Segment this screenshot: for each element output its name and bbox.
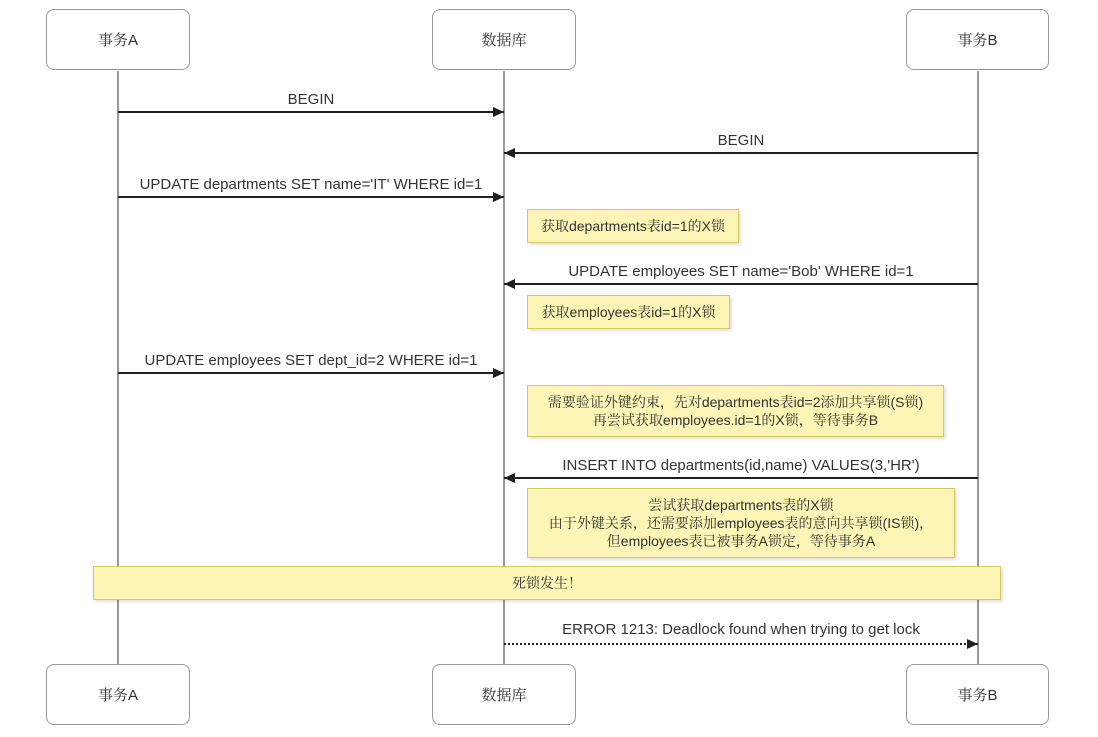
arrow-line — [504, 477, 978, 479]
message-arrow-begin-b — [504, 152, 978, 154]
message-label-error-1213: ERROR 1213: Deadlock found when trying to get lock — [562, 621, 920, 638]
message-label-update-employees-name: UPDATE employees SET name='Bob' WHERE id=1 — [568, 263, 914, 280]
message-label-update-departments: UPDATE departments SET name='IT' WHERE id=1 — [139, 176, 483, 193]
message-label-update-employees-deptid: UPDATE employees SET dept_id=2 WHERE id=1 — [144, 352, 478, 369]
arrow-line — [118, 111, 504, 113]
actor-bottom-transaction-b — [906, 664, 1049, 725]
actor-label: 数据库 — [481, 687, 527, 704]
note-is-lock-wait — [527, 488, 955, 558]
note-x-lock-employees: 获取employees表id=1的X锁 — [527, 295, 730, 329]
arrow-line — [118, 196, 504, 198]
note-line: 但employees表已被事务A锁定，等待事务A — [606, 533, 876, 549]
arrow-line — [504, 283, 978, 285]
note-line: 再尝试获取employees.id=1的X锁，等待事务B — [592, 412, 879, 428]
note-foreign-key-check — [527, 385, 944, 437]
message-arrow-error-1213 — [504, 643, 978, 645]
note-line: 由于外键关系，还需要添加employees表的意向共享锁(IS锁)， — [548, 515, 934, 531]
message-arrow-begin-a — [118, 111, 504, 113]
actor-bottom-database — [432, 664, 576, 725]
arrow-line — [118, 372, 504, 374]
message-arrow-update-employees-name — [504, 283, 978, 285]
actor-top-transaction-b — [906, 9, 1049, 70]
arrowhead-left-icon — [504, 473, 515, 483]
note-line: 尝试获取departments表的X锁 — [648, 497, 834, 513]
message-arrow-insert-departments — [504, 477, 978, 479]
arrowhead-right-icon — [493, 192, 504, 202]
arrow-line — [504, 152, 978, 154]
actor-label: 事务A — [97, 32, 138, 49]
note-deadlock-banner: 死锁发生！ — [93, 566, 1001, 600]
actor-label: 数据库 — [481, 32, 527, 49]
arrow-line-dotted — [504, 643, 978, 645]
arrowhead-left-icon — [504, 148, 515, 158]
actor-label: 事务B — [957, 32, 998, 49]
arrowhead-right-icon — [493, 368, 504, 378]
message-label-begin-b: BEGIN — [717, 132, 765, 149]
arrowhead-right-icon — [493, 107, 504, 117]
actor-top-transaction-a — [46, 9, 190, 70]
actor-bottom-transaction-a — [46, 664, 190, 725]
actor-label: 事务A — [97, 687, 138, 704]
actor-label: 事务B — [957, 687, 998, 704]
note-x-lock-departments: 获取departments表id=1的X锁 — [527, 209, 739, 243]
message-label-begin-a: BEGIN — [287, 91, 335, 108]
arrowhead-left-icon — [504, 279, 515, 289]
message-label-insert-departments: INSERT INTO departments(id,name) VALUES(3,'HR') — [562, 457, 920, 474]
actor-top-database — [432, 9, 576, 70]
message-arrow-update-employees-deptid — [118, 372, 504, 374]
message-arrow-update-departments — [118, 196, 504, 198]
arrowhead-right-icon — [967, 639, 978, 649]
note-line: 需要验证外键约束，先对departments表id=2添加共享锁(S锁) — [547, 394, 924, 410]
